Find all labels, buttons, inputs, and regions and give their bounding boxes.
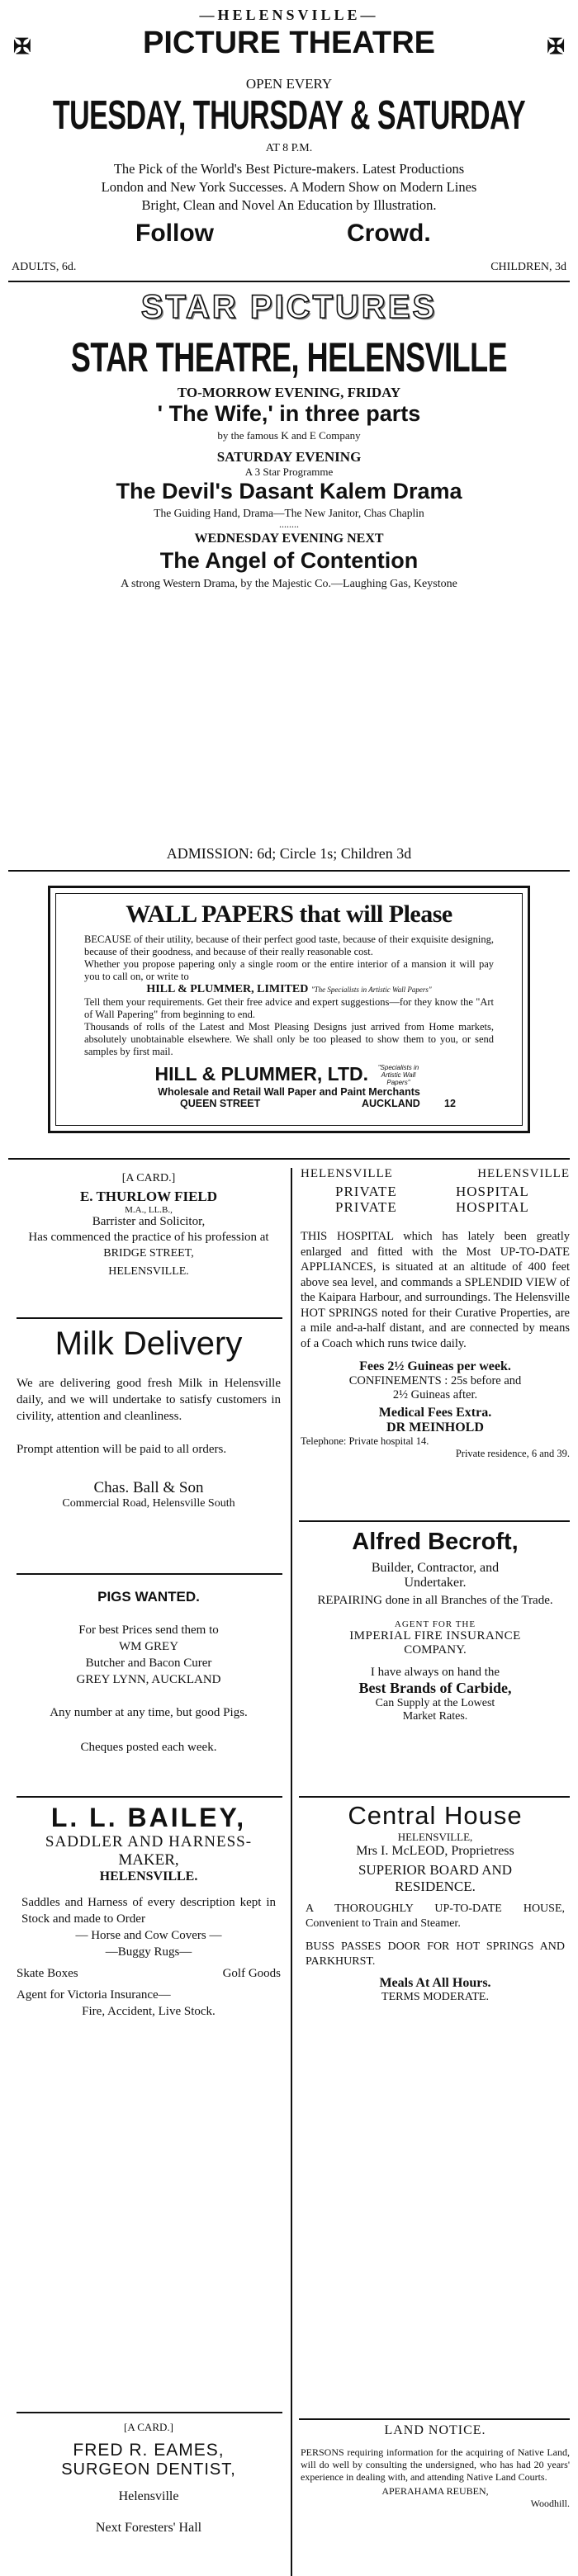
wallpaper-city: AUCKLAND bbox=[362, 1098, 420, 1110]
eames-acard: [A CARD.] bbox=[124, 2421, 173, 2433]
open-every: OPEN EVERY bbox=[245, 76, 333, 92]
hospital-guineas: 2½ Guineas after. bbox=[392, 1388, 478, 1401]
hospital-private-1: PRIVATE bbox=[335, 1184, 397, 1199]
wallpaper-specialists: "The Specialists in Artistic Wall Papers" bbox=[310, 985, 432, 994]
hospital-phone-2: Private residence, 6 and 39. bbox=[455, 1448, 570, 1459]
decorative-star-left-icon: ✠ bbox=[13, 34, 31, 59]
hospital-confinements: CONFINEMENTS : 25s before and bbox=[348, 1374, 522, 1387]
becroft-l6: COMPANY. bbox=[404, 1643, 467, 1657]
central-ad bbox=[301, 1801, 570, 2004]
theatre-title-text: PICTURE THEATRE bbox=[143, 26, 435, 60]
theatre-town: —HELENSVILLE— bbox=[199, 7, 379, 23]
wallpaper-p2: Whether you propose papering only a single room or the entire interior of a mansion it will pay you to call on, or write to bbox=[84, 958, 494, 982]
wallpaper-firm-big: HILL & PLUMMER, LTD. bbox=[154, 1063, 369, 1085]
eames-address: Next Foresters' Hall bbox=[95, 2521, 202, 2535]
star-banner-text: STAR PICTURES bbox=[140, 289, 438, 325]
divider bbox=[8, 1158, 570, 1160]
bailey-ad bbox=[17, 1803, 281, 2020]
star-wife: ' The Wife,' in three parts bbox=[157, 401, 421, 426]
star-tomorrow: TO-MORROW EVENING, FRIDAY bbox=[177, 385, 401, 400]
wallpaper-firm: HILL & PLUMMER, LIMITED bbox=[146, 983, 309, 995]
star-banner bbox=[12, 289, 566, 330]
milk-address: Commercial Road, Helensville South bbox=[62, 1497, 235, 1510]
divider bbox=[299, 2418, 570, 2420]
becroft-l4: AGENT FOR THE bbox=[394, 1619, 476, 1629]
star-by: by the famous K and E Company bbox=[217, 429, 361, 442]
bailey-goods: Golf Goods bbox=[222, 1967, 281, 1980]
theatre-days: TUESDAY, THURSDAY & SATURDAY bbox=[52, 92, 526, 139]
milk-prompt: Prompt attention will be paid to all orders. bbox=[17, 1443, 227, 1456]
central-terms: TERMS MODERATE. bbox=[381, 1991, 489, 2003]
theatre-line-2: London and New York Successes. A Modern Show on Modern Lines bbox=[101, 179, 477, 195]
pigs-l5: Any number at any time, but good Pigs. bbox=[50, 1706, 248, 1719]
central-board-2: RESIDENCE. bbox=[395, 1879, 476, 1894]
divider bbox=[8, 281, 570, 282]
card-field-town: HELENSVILLE. bbox=[108, 1265, 189, 1278]
pigs-l4: GREY LYNN, AUCKLAND bbox=[76, 1673, 221, 1686]
pigs-l3: Butcher and Bacon Curer bbox=[85, 1657, 212, 1670]
theatre-title bbox=[12, 25, 566, 61]
land-place: Woodhill. bbox=[530, 2498, 570, 2509]
wallpaper-street: QUEEN STREET bbox=[180, 1098, 261, 1110]
bailey-rugs: —Buggy Rugs— bbox=[105, 1945, 192, 1959]
land-body: PERSONS requiring information for the acquiring of Native Land, will do well by consulting the undersigned, who has had 20 years' experience in dealing with, and attending Native Land Courts. bbox=[301, 2446, 570, 2483]
milk-title: Milk Delivery bbox=[54, 1326, 243, 1362]
card-field-street: BRIDGE STREET, bbox=[103, 1247, 194, 1260]
hospital-head-left: HELENSVILLE bbox=[301, 1167, 393, 1180]
hospital-body: THIS HOSPITAL which has lately been greatly enlarged and fitted with the Most UP-TO-DATE APPLIANCES, is situated at an altitude of 400 feet above sea level, and commands a SPLENDID VIEW of the Kaipara Harbour, and surroundings. The Helensville HOT SPRINGS noted for their Curative Properties, are a mile and-a-half distant, and are connected by means of a Coach which runs twice daily. bbox=[301, 1230, 570, 1350]
follow-word: Follow bbox=[135, 220, 214, 247]
becroft-l3: REPAIRING done in all Branches of the Trade. bbox=[317, 1594, 553, 1607]
becroft-l9: Can Supply at the Lowest bbox=[375, 1697, 495, 1709]
divider bbox=[17, 1796, 282, 1798]
divider bbox=[299, 1520, 570, 1522]
card-field-degree: M.A., LL.B., bbox=[125, 1205, 173, 1215]
wallpaper-p1: BECAUSE of their utility, because of their perfect good taste, because of their exquisite designing, because of their goodness, and because of their really reasonable cost. bbox=[84, 934, 494, 957]
star-guiding: The Guiding Hand, Drama—The New Janitor, Chas Chaplin bbox=[154, 507, 424, 519]
crowd-word: Crowd. bbox=[347, 220, 431, 247]
star-saturday: SATURDAY EVENING bbox=[216, 449, 362, 465]
becroft-l7: I have always on hand the bbox=[370, 1666, 500, 1679]
central-meals: Meals At All Hours. bbox=[379, 1976, 491, 1990]
hospital-hospital-1: HOSPITAL bbox=[456, 1184, 529, 1199]
card-field-role: Barrister and Solicitor, bbox=[92, 1215, 206, 1228]
pigs-title: PIGS WANTED. bbox=[97, 1589, 200, 1605]
days-wrap bbox=[12, 92, 566, 139]
becroft-l10: Market Rates. bbox=[402, 1710, 468, 1723]
card-field-name: E. THURLOW FIELD bbox=[79, 1189, 218, 1204]
wallpaper-num: 12 bbox=[444, 1098, 456, 1110]
wallpaper-p4: Thousands of rolls of the Latest and Most Pleasing Designs just arrived from Home markets, absolutely unobtainable elsewhere. We shall only be too pleased to show them to you, or send samples by first mail. bbox=[84, 1021, 494, 1057]
wallpaper-merchants: Wholesale and Retail Wall Paper and Paint Merchants bbox=[158, 1086, 420, 1099]
theatre-lines bbox=[12, 160, 566, 215]
pigs-ad bbox=[17, 1589, 281, 1756]
eames-name: FRED R. EAMES, bbox=[73, 2441, 225, 2460]
adults-price: ADULTS, 6d. bbox=[12, 261, 77, 273]
land-name: APERAHAMA REUBEN, bbox=[381, 2485, 489, 2497]
card-field-text: Has commenced the practice of his profession at bbox=[28, 1231, 269, 1244]
star-wednesday: WEDNESDAY EVENING NEXT bbox=[194, 532, 384, 546]
becroft-l1: Builder, Contractor, and bbox=[371, 1561, 500, 1575]
divider bbox=[299, 1796, 570, 1798]
central-buss: BUSS PASSES DOOR FOR HOT SPRINGS AND PARKHURST. bbox=[306, 1940, 565, 1968]
central-town: HELENSVILLE, bbox=[397, 1831, 473, 1843]
hospital-ad bbox=[301, 1167, 570, 1460]
theatre-line-1: The Pick of the World's Best Picture-makers. Latest Productions bbox=[113, 161, 465, 177]
eames-ad bbox=[17, 2421, 281, 2536]
decorative-star-right-icon: ✠ bbox=[547, 34, 565, 59]
bailey-name: L. L. BAILEY, bbox=[50, 1803, 247, 1832]
bailey-agent: Agent for Victoria Insurance— bbox=[17, 1988, 171, 2002]
wallpaper-firm-big-line bbox=[56, 1063, 522, 1086]
hospital-hospital-2: HOSPITAL bbox=[456, 1199, 529, 1215]
star-western: A strong Western Drama, by the Majestic Co.—Laughing Gas, Keystone bbox=[121, 578, 457, 590]
milk-ad bbox=[17, 1324, 281, 1510]
bailey-fire: Fire, Accident, Live Stock. bbox=[82, 2005, 216, 2018]
wallpaper-ad bbox=[48, 886, 530, 1133]
star-theatre: STAR THEATRE, HELENSVILLE bbox=[70, 333, 508, 380]
land-ad bbox=[301, 2423, 570, 2510]
pigs-l2: WM GREY bbox=[118, 1640, 179, 1653]
card-field bbox=[17, 1172, 281, 1279]
theatre-prices bbox=[12, 261, 566, 274]
wallpaper-ad-inner bbox=[55, 893, 523, 1126]
pigs-l1: For best Prices send them to bbox=[78, 1624, 219, 1637]
divider bbox=[17, 1317, 282, 1319]
milk-body: We are delivering good fresh Milk in Helensville daily, and we will undertake to satisfy customers in civility, attention and cleanliness. bbox=[17, 1377, 281, 1423]
becroft-l2: Undertaker. bbox=[404, 1576, 467, 1590]
bailey-town: HELENSVILLE. bbox=[99, 1869, 198, 1884]
card-field-acard: [A CARD.] bbox=[121, 1172, 176, 1184]
central-board-1: SUPERIOR BOARD AND bbox=[358, 1862, 513, 1878]
divider bbox=[17, 2412, 282, 2413]
becroft-ad bbox=[301, 1529, 570, 1723]
bailey-trade-1: SADDLER AND HARNESS- bbox=[45, 1833, 253, 1850]
star-programme: A 3 Star Programme bbox=[244, 466, 334, 478]
bailey-trade-2: MAKER, bbox=[118, 1851, 179, 1869]
wallpaper-address bbox=[56, 1098, 522, 1113]
hospital-doctor: DR MEINHOLD bbox=[386, 1420, 484, 1435]
bailey-covers: — Horse and Cow Covers — bbox=[75, 1929, 222, 1942]
hospital-private-block bbox=[301, 1181, 570, 1217]
bailey-boxes: Skate Boxes bbox=[17, 1967, 78, 1980]
hospital-phone-1: Telephone: Private hospital 14. bbox=[301, 1435, 429, 1447]
central-name: Central House bbox=[348, 1801, 523, 1830]
star-dots: ........ bbox=[279, 518, 299, 530]
hospital-private-2: PRIVATE bbox=[335, 1199, 397, 1215]
bailey-body: Saddles and Harness of every description kept in Stock and made to Order bbox=[21, 1896, 276, 1926]
pigs-l6: Cheques posted each week. bbox=[80, 1741, 217, 1754]
theatre-line-3: Bright, Clean and Novel An Education by Illustration. bbox=[141, 197, 437, 213]
theatre-time: AT 8 P.M. bbox=[265, 142, 313, 154]
hospital-fees: Fees 2½ Guineas per week. bbox=[359, 1359, 511, 1373]
star-theatre-wrap bbox=[12, 333, 566, 381]
children-price: CHILDREN, 3d bbox=[490, 261, 566, 273]
star-admission: ADMISSION: 6d; Circle 1s; Children 3d bbox=[166, 845, 412, 862]
column-divider bbox=[291, 1168, 292, 2576]
wallpaper-heading: WALL PAPERS that will Please bbox=[126, 900, 452, 928]
wallpaper-body bbox=[84, 934, 494, 1058]
becroft-name: Alfred Becroft, bbox=[352, 1529, 519, 1555]
bailey-goods-row bbox=[17, 1965, 281, 1982]
becroft-l8: Best Brands of Carbide, bbox=[358, 1680, 512, 1696]
milk-firm: Chas. Ball & Son bbox=[93, 1479, 204, 1496]
hospital-head-right: HELENSVILLE bbox=[477, 1167, 570, 1180]
central-body: A THOROUGHLY UP-TO-DATE HOUSE, Convenient to Train and Steamer. bbox=[306, 1902, 565, 1930]
eames-town: Helensville bbox=[118, 2489, 179, 2503]
eames-role: SURGEON DENTIST, bbox=[61, 2460, 236, 2479]
central-prop: Mrs I. McLEOD, Proprietress bbox=[356, 1844, 514, 1858]
becroft-l5: IMPERIAL FIRE INSURANCE bbox=[349, 1629, 521, 1642]
wallpaper-p3: Tell them your requirements. Get their free advice and expert suggestions—for they know the "Art of Wall Papering" from beginning to end. bbox=[84, 996, 494, 1020]
star-angel: The Angel of Contention bbox=[159, 548, 419, 573]
land-title: LAND NOTICE. bbox=[384, 2423, 486, 2437]
wallpaper-firm-line bbox=[84, 983, 494, 996]
hospital-medical: Medical Fees Extra. bbox=[378, 1406, 492, 1420]
hospital-head bbox=[301, 1167, 570, 1181]
star-devil: The Devil's Dasant Kalem Drama bbox=[116, 479, 462, 503]
divider bbox=[17, 1573, 282, 1575]
wallpaper-specialists-2: "Specialists in Artistic Wall Papers" bbox=[377, 1064, 419, 1087]
divider bbox=[8, 870, 570, 872]
